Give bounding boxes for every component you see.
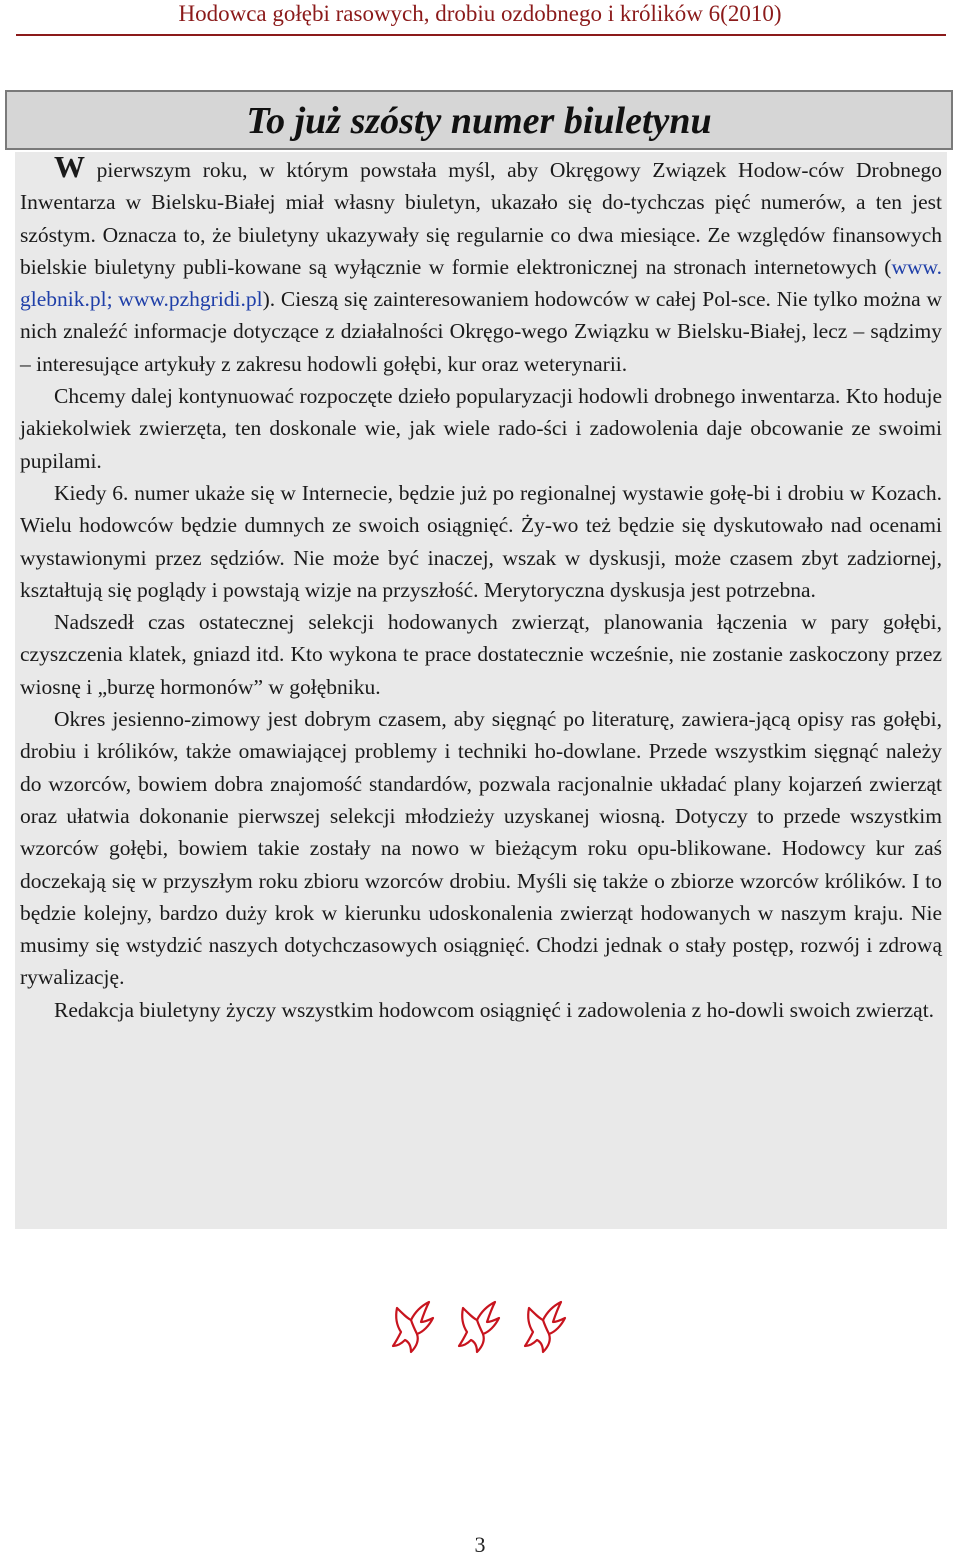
header-rule [16, 34, 946, 36]
paragraph-1-text-a: pierwszym roku, w którym powstała myśl, aby Okręgowy Związek Hodow-ców Drobnego Inwentarza w Bielsku-Białej miał własny biuletyn, ukazało się do-tychczas pięć numerów, a ten jest szóstym. Oznacza to, że biuletyny ukazywały się regularnie co dwa miesiące. Ze względów finansowych bielskie biuletyny publi-kowane są wyłącznie w formie elektronicznej na stronach internetowych ( [20, 158, 942, 279]
article-body [20, 149, 942, 1026]
paragraph-2: Chcemy dalej kontynuować rozpoczęte dzieło popularyzacji hodowli drobnego inwentarza. Kto hoduje jakiekolwiek zwierzęta, ten doskonale wie, jak wiele rado-ści i zadowolenia daje obcowanie ze swoimi pupilami. [20, 384, 942, 473]
website-links[interactable]: www. glebnik.pl; www.pzhgridi.pl [20, 254, 942, 312]
paragraph-5: Okres jesienno-zimowy jest dobrym czasem, aby sięgnąć po literaturę, zawiera-jącą opisy ras gołębi, drobiu i królików, także omawiającej problemy i techniki ho-dowlane. Przede wszystkim sięgnąć należy do wzorców, bowiem dobra znajomość standardów, pozwala racjonalnie układać plany kojarzeń zwierząt oraz ułatwia dokonanie pierwszej selekcji młodzieży uzyskanej wiosną. Dotyczy to przede wszystkim wzorców gołębi, bowiem takie zostały na nowo w bieżącym roku opu-blikowane. Hodowcy kur zaś doczekają się w przyszłym roku zbioru wzorców drobiu. Myśli się także o zbiorze wzorców królików. I to będzie kolejny, bardzo duży krok w kierunku udoskonalenia zwierząt hodowanych w naszym kraju. Nie musimy się wstydzić naszych dotychczasowych osiągnięć. Chodzi jednak o stały postęp, rozwój i zdrową rywalizację. [20, 707, 942, 990]
paragraph-1 [20, 149, 942, 380]
article-title: To już szósty numer biuletynu [246, 100, 712, 142]
dove-icon [393, 1302, 433, 1352]
dove-icon [459, 1302, 499, 1352]
paragraph-4: Nadszedł czas ostatecznej selekcji hodowanych zwierząt, planowania łączenia w pary gołębi, czyszczenia klatek, gniazd itd. Kto wykona te prace dostatecznie wcześnie, nie zostanie zaskoczony przez wiosnę i „burzę hormonów” w gołębniku. [20, 610, 942, 699]
paragraph-3: Kiedy 6. numer ukaże się w Internecie, będzie już po regionalnej wystawie gołę-bi i drobiu w Kozach. Wielu hodowców będzie dumnych ze swoich osiągnięć. Ży-wo też będzie się dyskutowało nad ocenami wystawionymi przez sędziów. Nie może być inaczej, wszak w dyskusji, może czasem zbyt zadziornej, kształtują się poglądy i powstają wizje na przyszłość. Merytoryczna dyskusja jest potrzebna. [20, 480, 942, 602]
dove-icon [525, 1302, 565, 1352]
page-number: 3 [474, 1532, 486, 1557]
paragraph-1-text-b: ). Cieszą się zainteresowaniem hodowców w całej Pol-sce. Nie tylko można w nich znaleźć informacje dotyczące z działalności Okręgo-wego Związku w Bielsku-Białej, lecz – sądzimy – interesujące artykuły z zakresu hodowli gołębi, kur oraz weterynarii. [20, 287, 942, 376]
title-box [5, 90, 953, 150]
three-doves-icon [385, 1298, 575, 1358]
drop-cap: W [54, 149, 85, 184]
running-header: Hodowca gołębi rasowych, drobiu ozdobnego i królików 6(2010) [178, 1, 782, 26]
paragraph-6: Redakcja biuletyny życzy wszystkim hodowcom osiągnięć i zadowolenia z ho-dowli swoich zwierząt. [54, 997, 935, 1022]
